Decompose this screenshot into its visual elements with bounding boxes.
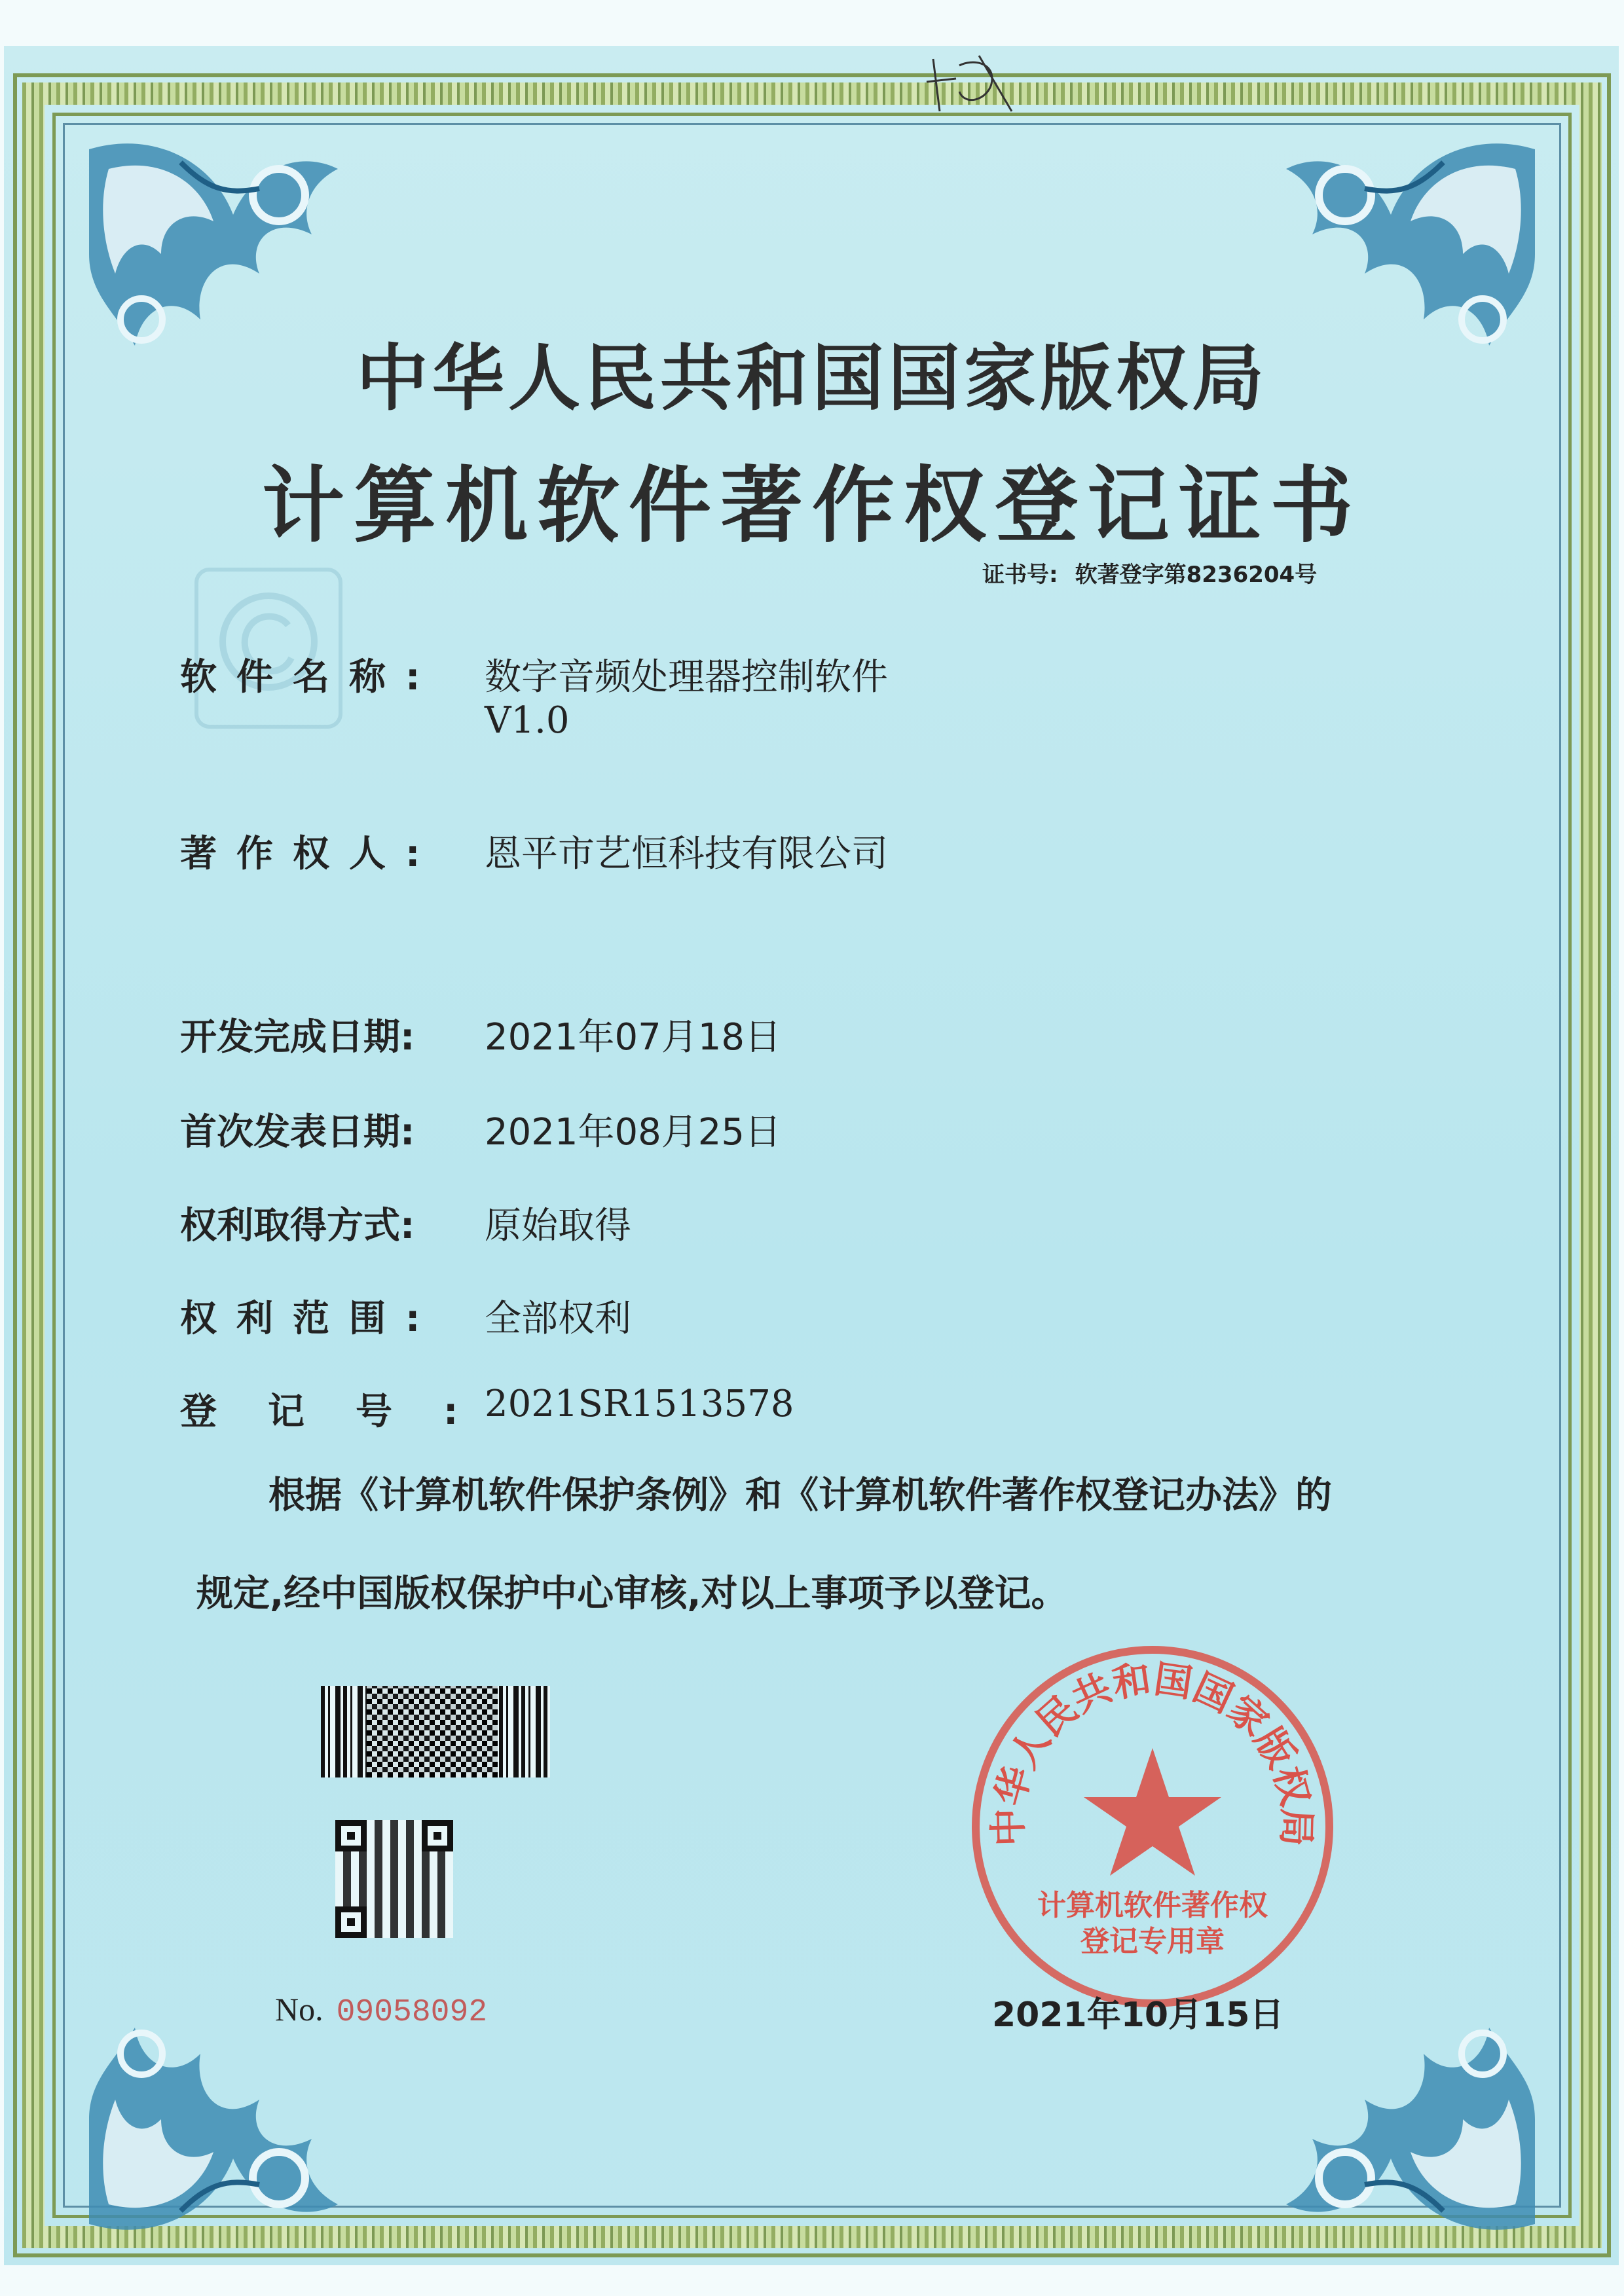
acquisition-method-label: 权利取得方式: (180, 1205, 415, 1247)
software-name-value: 数字音频处理器控制软件 (485, 656, 888, 699)
official-seal (963, 1637, 1342, 2016)
qr-finder-pattern (335, 1820, 367, 1851)
barcode-icon (321, 1686, 550, 1777)
serial-prefix: No. (275, 1991, 323, 2028)
software-version-value: V1.0 (485, 699, 570, 742)
certificate-number (982, 556, 1334, 589)
seal-outer-text: 中华人民共和国国家版权局 (986, 1656, 1320, 1848)
qr-code-icon (335, 1820, 453, 1938)
serial-number (275, 1990, 487, 2030)
handwritten-mark (920, 46, 1025, 124)
rights-scope-value: 全部权利 (485, 1298, 631, 1340)
basis-line-2: 规定,经中国版权保护中心审核,对以上事项予以登记。 (196, 1573, 1068, 1615)
seal-inner-line-1: 计算机软件著作权 (1037, 1889, 1268, 1922)
completion-date-value: 2021年07月18日 (485, 1016, 782, 1059)
completion-date-label: 开发完成日期: (180, 1016, 415, 1059)
barcode-data-block (367, 1686, 498, 1777)
registration-number-value: 2021SR1513578 (485, 1383, 794, 1425)
seal-star-icon (1084, 1748, 1221, 1876)
rights-scope-label: 权利范围: (180, 1298, 440, 1340)
software-name-label: 软件名称: (180, 656, 440, 699)
acquisition-method-value: 原始取得 (485, 1205, 631, 1247)
registration-number-label: 登记号: (180, 1391, 509, 1433)
qr-finder-pattern (422, 1820, 453, 1851)
qr-finder-pattern (335, 1906, 367, 1938)
copyright-owner-value: 恩平市艺恒科技有限公司 (485, 833, 888, 875)
first-publication-date-label: 首次发表日期: (180, 1111, 415, 1154)
copyright-owner-label: 著作权人: (180, 833, 440, 875)
seal-inner-line-2: 登记专用章 (1080, 1925, 1225, 1958)
certificate-number-value: 软著登字第8236204号 (1075, 562, 1318, 588)
certificate-title: 计算机软件著作权登记证书 (262, 457, 1362, 554)
first-publication-date-value: 2021年08月25日 (485, 1111, 782, 1154)
issuer-heading: 中华人民共和国国家版权局 (356, 337, 1268, 420)
serial-number-value: 09058092 (336, 1995, 488, 2030)
basis-line-1: 根据《计算机软件保护条例》和《计算机软件著作权登记办法》的 (268, 1474, 1332, 1517)
issue-date: 2021年10月15日 (992, 1995, 1284, 2035)
certificate-number-label: 证书号: (982, 562, 1058, 588)
